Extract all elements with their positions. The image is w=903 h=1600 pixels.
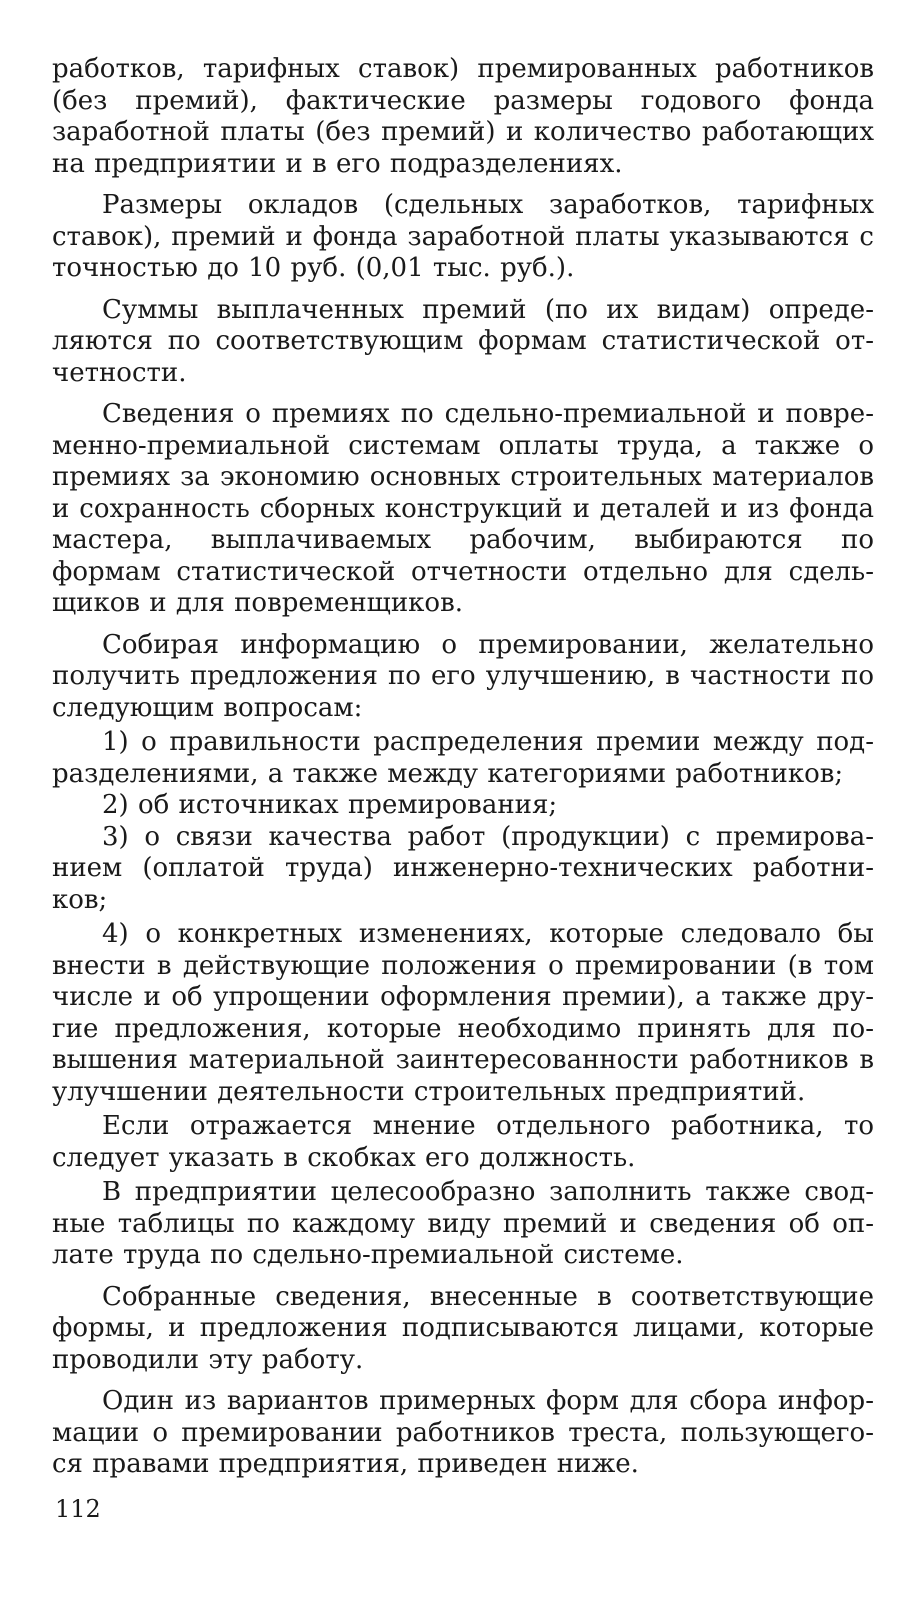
paragraph-collecting-info: Собирая информацию о премировании, желательно получить предложения по его улучшению, в частности по следующим вопросам: <box>52 629 874 723</box>
paragraph-continuation: работков, тарифных ставок) премированных работников (без премий), фактические размеры годового фонда заработной платы (без премий) и количество работающих на предприятии и в его подразделениях. <box>52 54 874 179</box>
paragraph-form-variant: Один из вариантов примерных форм для сбора информации о премировании работников треста, пользующегося правами предприятия, приведен ниже. <box>52 1386 874 1479</box>
paragraph-summary-tables: В предприятии целесообразно заполнить также сводные таблицы по каждому виду премий и сведения об оплате труда по сдельно-премиальной системе. <box>52 1177 874 1270</box>
paragraph-individual-opinion: Если отражается мнение отдельного работника, то следует указать в скобках его должность. <box>52 1111 874 1173</box>
list-item-2: 2) об источниках премирования; <box>102 790 558 820</box>
page-body <box>52 54 874 1481</box>
list-item-3: 3) о связи качества работ (продукции) с премированием (оплатой труда) инженерно-технических работников; <box>52 821 874 915</box>
list-item-4: 4) о конкретных изменениях, которые следовало бы внести в действующие положения о премировании (в том числе и об упрощении оформления премии), а также другие предложения, которые необходимо принять для повышения материальной заинтересованности работников в улучшении деятельности строительных предприятий. <box>52 919 874 1107</box>
paragraph-salary-precision: Размеры окладов (сдельных заработков, тарифных ставок), премий и фонда заработной платы указываются с точностью до 10 руб. (0,01 тыс. руб.). <box>52 190 874 283</box>
paragraph-bonus-sums: Суммы выплаченных премий (по их видам) определяются по соответствующим формам статистической отчетности. <box>52 294 874 388</box>
list-item-1: 1) о правильности распределения премии между подразделениями, а также между категориями работников; <box>52 727 874 789</box>
paragraph-signatures: Собранные сведения, внесенные в соответствующие формы, и предложения подписываются лицами, которые проводили эту работу. <box>52 1281 874 1375</box>
page-number: 112 <box>55 1495 101 1523</box>
paragraph-bonus-info: Сведения о премиях по сдельно-премиальной и повременно-премиальной системам оплаты труда, а также о премиях за экономию основных строительных материалов и сохранность сборных конструкций и деталей и из фонда мастера, выплачиваемых рабочим, выбираются по формам статистической отчетности отдельно для сдельщиков и для повременщиков. <box>52 399 874 618</box>
